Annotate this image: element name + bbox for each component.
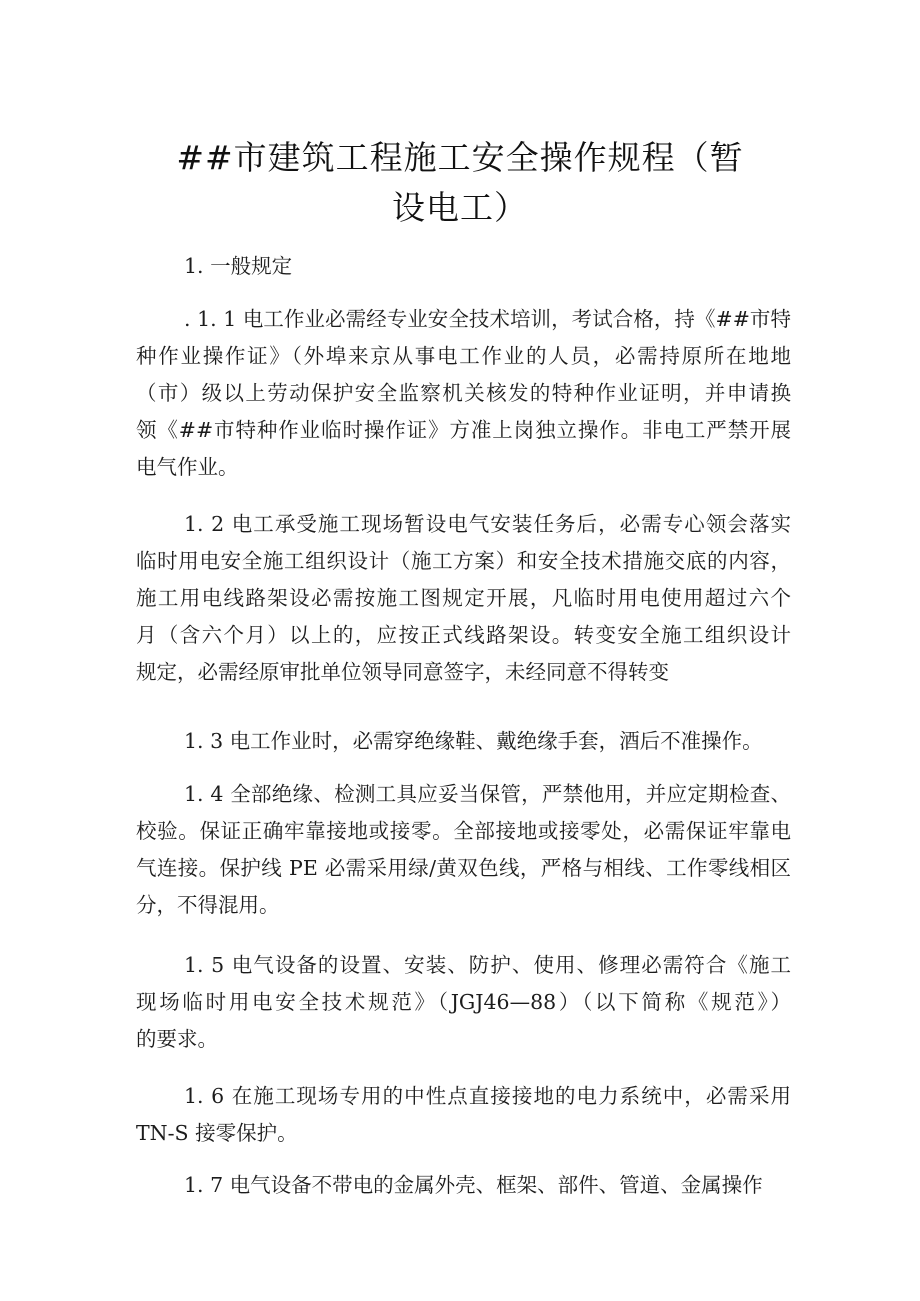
paragraph-line: 的要求。 bbox=[136, 1027, 218, 1051]
paragraph-line: （市）级以上劳动保护安全监察机关核发的特种作业证明，并申请换 bbox=[136, 381, 791, 405]
paragraph-line: 施工用电线路架设必需按施工图规定开展，凡临时用电使用超过六个 bbox=[136, 586, 791, 610]
section-heading bbox=[136, 248, 791, 285]
paragraph-line: 1. 5 电气设备的设置、安装、防护、使用、修理必需符合《施工 bbox=[184, 953, 791, 977]
paragraph-line: 1. 6 在施工现场专用的中性点直接接地的电力系统中，必需采用 bbox=[184, 1084, 791, 1108]
paragraph-1-1 bbox=[136, 301, 791, 486]
paragraph-line: 临时用电安全施工组织设计（施工方案）和安全技术措施交底的内容， bbox=[136, 549, 791, 573]
paragraph-1-3 bbox=[136, 723, 791, 760]
paragraph-1-4 bbox=[136, 776, 791, 924]
paragraph-1-6 bbox=[136, 1078, 791, 1152]
paragraph-line: 1. 7 电气设备不带电的金属外壳、框架、部件、管道、金属操作 bbox=[184, 1173, 763, 1197]
document-title-line-2: 设电工） bbox=[392, 188, 528, 227]
paragraph-line: . 1. 1 电工作业必需经专业安全技术培训，考试合格，持《##市特 bbox=[184, 307, 791, 331]
paragraph-1-2 bbox=[136, 506, 791, 691]
paragraph-line: TN-S 接零保护。 bbox=[136, 1121, 298, 1145]
paragraph-line: 种作业操作证》（外埠来京从事电工作业的人员，必需持原所在地地 bbox=[136, 344, 791, 368]
paragraph-line: 月（含六个月）以上的，应按正式线路架设。转变安全施工组织设计 bbox=[136, 623, 791, 647]
paragraph-1-7 bbox=[136, 1167, 791, 1204]
paragraph-line: 1. 4 全部绝缘、检测工具应妥当保管，严禁他用，并应定期检查、 bbox=[184, 782, 791, 806]
paragraph-line: 领《##市特种作业临时操作证》方准上岗独立操作。非电工严禁开展 bbox=[136, 418, 791, 442]
paragraph-line: 校验。保证正确牢靠接地或接零。全部接地或接零处，必需保证牢靠电 bbox=[136, 819, 791, 843]
document-title-line-1: ##市建筑工程施工安全操作规程（暂 bbox=[176, 138, 744, 177]
paragraph-line: 分，不得混用。 bbox=[136, 893, 280, 917]
section-heading-text: 1. 一般规定 bbox=[184, 254, 293, 278]
paragraph-line: 1. 2 电工承受施工现场暂设电气安装任务后，必需专心领会落实 bbox=[184, 512, 791, 536]
paragraph-line: 1. 3 电工作业时，必需穿绝缘鞋、戴绝缘手套，酒后不准操作。 bbox=[184, 729, 763, 753]
paragraph-line: 现场临时用电安全技术规范》（JGJ46—88）（以下简称《规范》） bbox=[136, 990, 791, 1014]
paragraph-line: 电气作业。 bbox=[136, 455, 239, 479]
paragraph-1-5 bbox=[136, 947, 791, 1058]
paragraph-line: 气连接。保护线 PE 必需采用绿/黄双色线，严格与相线、工作零线相区 bbox=[136, 856, 791, 880]
paragraph-line: 规定，必需经原审批单位领导同意签字，未经同意不得转变 bbox=[136, 660, 669, 684]
